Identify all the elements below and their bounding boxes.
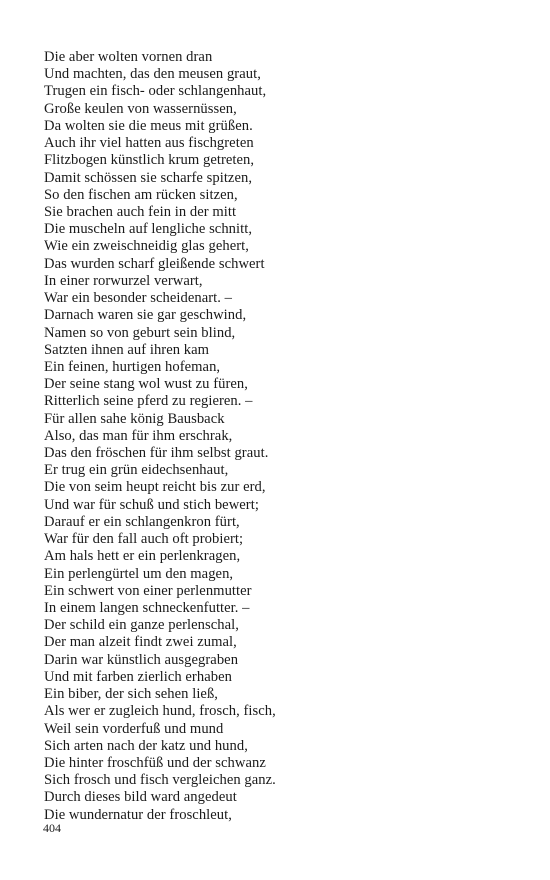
- poem-line: Also, das man für ihm erschrak,: [44, 427, 233, 444]
- poem-line: Ritterlich seine pferd zu regieren. –: [44, 393, 253, 410]
- poem-line: Und mit farben zierlich erhaben: [44, 668, 232, 685]
- poem-line: Als wer er zugleich hund, frosch, fisch,: [44, 703, 276, 720]
- poem-line: Die von seim heupt reicht bis zur erd,: [44, 479, 266, 496]
- poem-line: Die hinter froschfüß und der schwanz: [44, 754, 266, 771]
- poem-line: In einem langen schneckenfutter. –: [44, 600, 250, 616]
- poem-line: Weil sein vorderfuß und mund: [44, 720, 224, 737]
- poem-line: Wie ein zweischneidig glas gehert,: [44, 238, 249, 255]
- poem-line: Ein feinen, hurtigen hofeman,: [44, 358, 221, 375]
- poem-line: Damit schössen sie scharfe spitzen,: [44, 169, 253, 186]
- poem-line: Auch ihr viel hatten aus fischgreten: [44, 135, 254, 152]
- poem-line: War für den fall auch oft probiert;: [44, 531, 244, 548]
- poem-line: Der man alzeit findt zwei zumal,: [44, 634, 237, 651]
- poem-line: In einer rorwurzel verwart,: [44, 272, 203, 289]
- poem-text: [44, 49, 514, 824]
- poem-line: Satzten ihnen auf ihren kam: [44, 341, 210, 358]
- poem-line: Die wundernatur der froschleut,: [44, 806, 232, 823]
- poem-line: Da wolten sie die meus mit grüßen.: [44, 117, 253, 134]
- poem-line: Und war für schuß und stich bewert;: [44, 496, 259, 513]
- poem-line: Darin war künstlich ausgegraben: [44, 651, 239, 668]
- poem-line: Sich arten nach der katz und hund,: [44, 737, 248, 754]
- poem-line: Am hals hett er ein perlenkragen,: [44, 548, 241, 565]
- poem-line: Trugen ein fisch- oder schlangenhaut,: [44, 83, 267, 100]
- poem-line: Das den fröschen für ihm selbst graut.: [44, 445, 269, 462]
- page-number: 404: [43, 821, 61, 835]
- poem-line: So den fischen am rücken sitzen,: [44, 186, 238, 203]
- poem-line: Flitzbogen künstlich krum getreten,: [44, 152, 255, 169]
- poem-line: War ein besonder scheidenart. –: [44, 290, 232, 307]
- poem-line: Für allen sahe könig Bausback: [44, 410, 225, 427]
- poem-line: Große keulen von wassernüssen,: [44, 100, 237, 117]
- poem-line: Sie brachen auch fein in der mitt: [44, 203, 237, 220]
- poem-line: Er trug ein grün eidechsenhaut,: [44, 462, 229, 479]
- poem-line: Darnach waren sie gar geschwind,: [44, 307, 247, 324]
- poem-line: Der schild ein ganze perlenschal,: [44, 617, 239, 634]
- poem-line: Ein biber, der sich sehen ließ,: [44, 686, 219, 703]
- poem-line: Die aber wolten vornen dran: [44, 49, 213, 65]
- poem-line: Das wurden scharf gleißende schwert: [44, 255, 265, 272]
- poem-line: Durch dieses bild ward angedeut: [44, 789, 237, 806]
- poem-line: Die muscheln auf lengliche schnitt,: [44, 221, 253, 238]
- poem-line: Und machten, das den meusen graut,: [44, 66, 261, 83]
- poem-line: Ein schwert von einer perlenmutter: [44, 582, 252, 599]
- poem-line: Sich frosch und fisch vergleichen ganz.: [44, 772, 276, 789]
- poem-line: Darauf er ein schlangenkron fürt,: [44, 513, 240, 530]
- poem-line: Namen so von geburt sein blind,: [44, 324, 236, 341]
- poem-line: Ein perlengürtel um den magen,: [44, 565, 234, 582]
- poem-line: Der seine stang wol wust zu füren,: [44, 376, 248, 393]
